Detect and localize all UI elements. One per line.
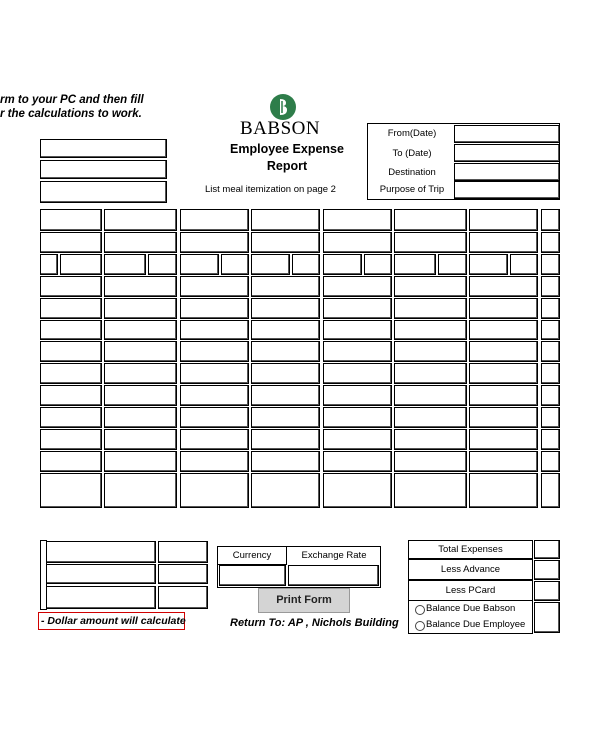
expense-cell[interactable] — [394, 320, 467, 340]
expense-cell[interactable] — [541, 341, 560, 362]
expense-cell[interactable] — [394, 209, 467, 231]
expense-cell[interactable] — [394, 232, 467, 253]
day-cell[interactable] — [60, 254, 102, 275]
expense-cell[interactable] — [394, 298, 467, 319]
day-cell[interactable] — [394, 254, 436, 275]
expense-cell[interactable] — [180, 232, 249, 253]
day-cell[interactable] — [221, 254, 249, 275]
expense-cell[interactable] — [40, 298, 102, 319]
from-date-label: From(Date) — [387, 128, 437, 139]
expense-cell[interactable] — [394, 429, 467, 450]
expense-cell[interactable] — [104, 385, 177, 406]
instructions — [0, 93, 200, 121]
expense-cell[interactable] — [541, 298, 560, 319]
expense-cell[interactable] — [469, 341, 538, 362]
currency-field[interactable] — [219, 565, 286, 586]
expense-cell[interactable] — [104, 341, 177, 362]
expense-cell[interactable] — [251, 298, 320, 319]
expense-cell[interactable] — [104, 209, 177, 231]
total-expenses-field[interactable] — [534, 540, 560, 559]
expense-cell[interactable] — [180, 276, 249, 297]
expense-cell[interactable] — [541, 276, 560, 297]
expense-cell[interactable] — [469, 209, 538, 231]
balance-due-field[interactable] — [534, 602, 560, 633]
currency-label: Currency — [232, 550, 272, 561]
expense-cell[interactable] — [469, 232, 538, 253]
expense-cell[interactable] — [394, 451, 467, 472]
balance-employee-radio[interactable] — [415, 621, 425, 631]
meal-note: List meal itemization on page 2 — [205, 184, 336, 195]
expense-cell[interactable] — [40, 451, 102, 472]
less-advance-field[interactable] — [534, 560, 560, 580]
to-date-field[interactable] — [454, 144, 560, 162]
expense-cell[interactable] — [251, 363, 320, 384]
expense-cell[interactable] — [180, 407, 249, 428]
day-cell[interactable] — [251, 254, 290, 275]
day-cell[interactable] — [364, 254, 392, 275]
expense-cell[interactable] — [40, 320, 102, 340]
approver-date-field[interactable] — [158, 586, 208, 609]
expense-cell[interactable] — [251, 209, 320, 231]
expense-cell[interactable] — [251, 451, 320, 472]
expense-cell[interactable] — [180, 209, 249, 231]
expense-cell[interactable] — [40, 473, 102, 508]
expense-cell[interactable] — [541, 385, 560, 406]
expense-cell[interactable] — [40, 429, 102, 450]
expense-cell[interactable] — [180, 298, 249, 319]
day-cell[interactable] — [323, 254, 362, 275]
destination-label: Destination — [388, 167, 436, 178]
expense-cell[interactable] — [394, 385, 467, 406]
expense-cell[interactable] — [180, 341, 249, 362]
total-expenses-label: Total Expenses — [438, 544, 503, 555]
expense-cell[interactable] — [469, 451, 538, 472]
expense-cell[interactable] — [394, 276, 467, 297]
expense-cell[interactable] — [40, 209, 102, 231]
signature-date-field[interactable] — [158, 541, 208, 563]
expense-cell[interactable] — [323, 473, 392, 508]
expense-cell[interactable] — [180, 320, 249, 340]
expense-cell[interactable] — [323, 363, 392, 384]
expense-cell[interactable] — [104, 407, 177, 428]
expense-cell[interactable] — [40, 276, 102, 297]
expense-cell[interactable] — [323, 209, 392, 231]
instructions-line2: r the calculations to work. — [0, 108, 142, 120]
expense-cell[interactable] — [323, 451, 392, 472]
purpose-field[interactable] — [454, 181, 560, 199]
dollar-note: - Dollar amount will calculate — [38, 612, 185, 630]
day-cell[interactable] — [510, 254, 538, 275]
less-advance-label: Less Advance — [440, 564, 501, 575]
expense-cell[interactable] — [40, 385, 102, 406]
instructions-line1: rm to your PC and then fill — [0, 94, 144, 106]
expense-cell[interactable] — [104, 298, 177, 319]
expense-cell[interactable] — [323, 385, 392, 406]
expense-cell[interactable] — [251, 320, 320, 340]
expense-cell[interactable] — [394, 473, 467, 508]
approval-date-field[interactable] — [158, 564, 208, 584]
day-cell[interactable] — [541, 254, 560, 275]
to-date-label: To (Date) — [392, 148, 432, 159]
expense-cell[interactable] — [104, 451, 177, 472]
signature-field[interactable] — [46, 541, 156, 563]
expense-cell[interactable] — [40, 232, 102, 253]
expense-cell[interactable] — [180, 363, 249, 384]
expense-cell[interactable] — [541, 320, 560, 340]
expense-cell[interactable] — [180, 451, 249, 472]
expense-cell[interactable] — [323, 298, 392, 319]
expense-cell[interactable] — [40, 363, 102, 384]
expense-cell[interactable] — [104, 429, 177, 450]
expense-cell[interactable] — [40, 341, 102, 362]
expense-cell[interactable] — [251, 276, 320, 297]
expense-cell[interactable] — [394, 407, 467, 428]
less-pcard-field[interactable] — [534, 581, 560, 601]
expense-cell[interactable] — [469, 429, 538, 450]
expense-cell[interactable] — [251, 429, 320, 450]
balance-babson-label: Balance Due Babson — [426, 603, 516, 614]
expense-cell[interactable] — [104, 320, 177, 340]
day-cell[interactable] — [438, 254, 467, 275]
expense-cell[interactable] — [323, 341, 392, 362]
expense-cell[interactable] — [323, 276, 392, 297]
balance-employee-label: Balance Due Employee — [426, 619, 526, 630]
employee-name-field[interactable] — [40, 139, 167, 158]
expense-cell[interactable] — [394, 363, 467, 384]
expense-cell[interactable] — [469, 407, 538, 428]
day-cell[interactable] — [292, 254, 320, 275]
day-cell[interactable] — [469, 254, 508, 275]
day-cell[interactable] — [148, 254, 177, 275]
day-cell[interactable] — [180, 254, 219, 275]
approval-field[interactable] — [46, 564, 156, 584]
destination-field[interactable] — [454, 163, 560, 181]
expense-cell[interactable] — [251, 232, 320, 253]
return-to-text: Return To: AP , Nichols Building — [230, 617, 399, 629]
expense-cell[interactable] — [251, 385, 320, 406]
expense-cell[interactable] — [469, 320, 538, 340]
expense-cell[interactable] — [323, 407, 392, 428]
department-field[interactable] — [40, 181, 167, 203]
title-line2: Report — [266, 159, 308, 173]
expense-cell[interactable] — [180, 473, 249, 508]
purpose-label: Purpose of Trip — [379, 184, 445, 195]
expense-cell[interactable] — [40, 407, 102, 428]
employee-id-field[interactable] — [40, 160, 167, 179]
expense-cell[interactable] — [251, 341, 320, 362]
expense-cell[interactable] — [469, 298, 538, 319]
expense-cell[interactable] — [541, 473, 560, 508]
expense-cell[interactable] — [469, 385, 538, 406]
title-line1: Employee Expense — [230, 142, 344, 156]
expense-cell[interactable] — [323, 429, 392, 450]
day-cell[interactable] — [104, 254, 146, 275]
expense-cell[interactable] — [394, 341, 467, 362]
expense-cell[interactable] — [541, 209, 560, 231]
from-date-field[interactable] — [454, 125, 560, 143]
expense-cell[interactable] — [323, 232, 392, 253]
expense-cell[interactable] — [469, 363, 538, 384]
expense-cell[interactable] — [541, 429, 560, 450]
expense-cell[interactable] — [104, 232, 177, 253]
brand-name: BABSON — [240, 118, 321, 139]
expense-cell[interactable] — [469, 276, 538, 297]
expense-cell[interactable] — [104, 276, 177, 297]
expense-cell[interactable] — [251, 407, 320, 428]
expense-cell[interactable] — [541, 363, 560, 384]
balance-babson-radio[interactable] — [415, 605, 425, 615]
less-pcard-label: Less PCard — [445, 585, 496, 596]
exchange-rate-label: Exchange Rate — [301, 550, 367, 561]
expense-cell[interactable] — [469, 473, 538, 508]
expense-cell[interactable] — [541, 451, 560, 472]
expense-cell[interactable] — [180, 429, 249, 450]
expense-cell[interactable] — [251, 473, 320, 508]
expense-cell[interactable] — [180, 385, 249, 406]
page-title — [222, 141, 352, 175]
expense-cell[interactable] — [541, 407, 560, 428]
approver-field[interactable] — [46, 586, 156, 609]
exchange-rate-field[interactable] — [288, 565, 379, 586]
expense-cell[interactable] — [323, 320, 392, 340]
expense-cell[interactable] — [104, 473, 177, 508]
print-form-button[interactable]: Print Form — [258, 588, 350, 613]
expense-cell[interactable] — [104, 363, 177, 384]
day-cell[interactable] — [40, 254, 58, 275]
expense-cell[interactable] — [541, 232, 560, 253]
